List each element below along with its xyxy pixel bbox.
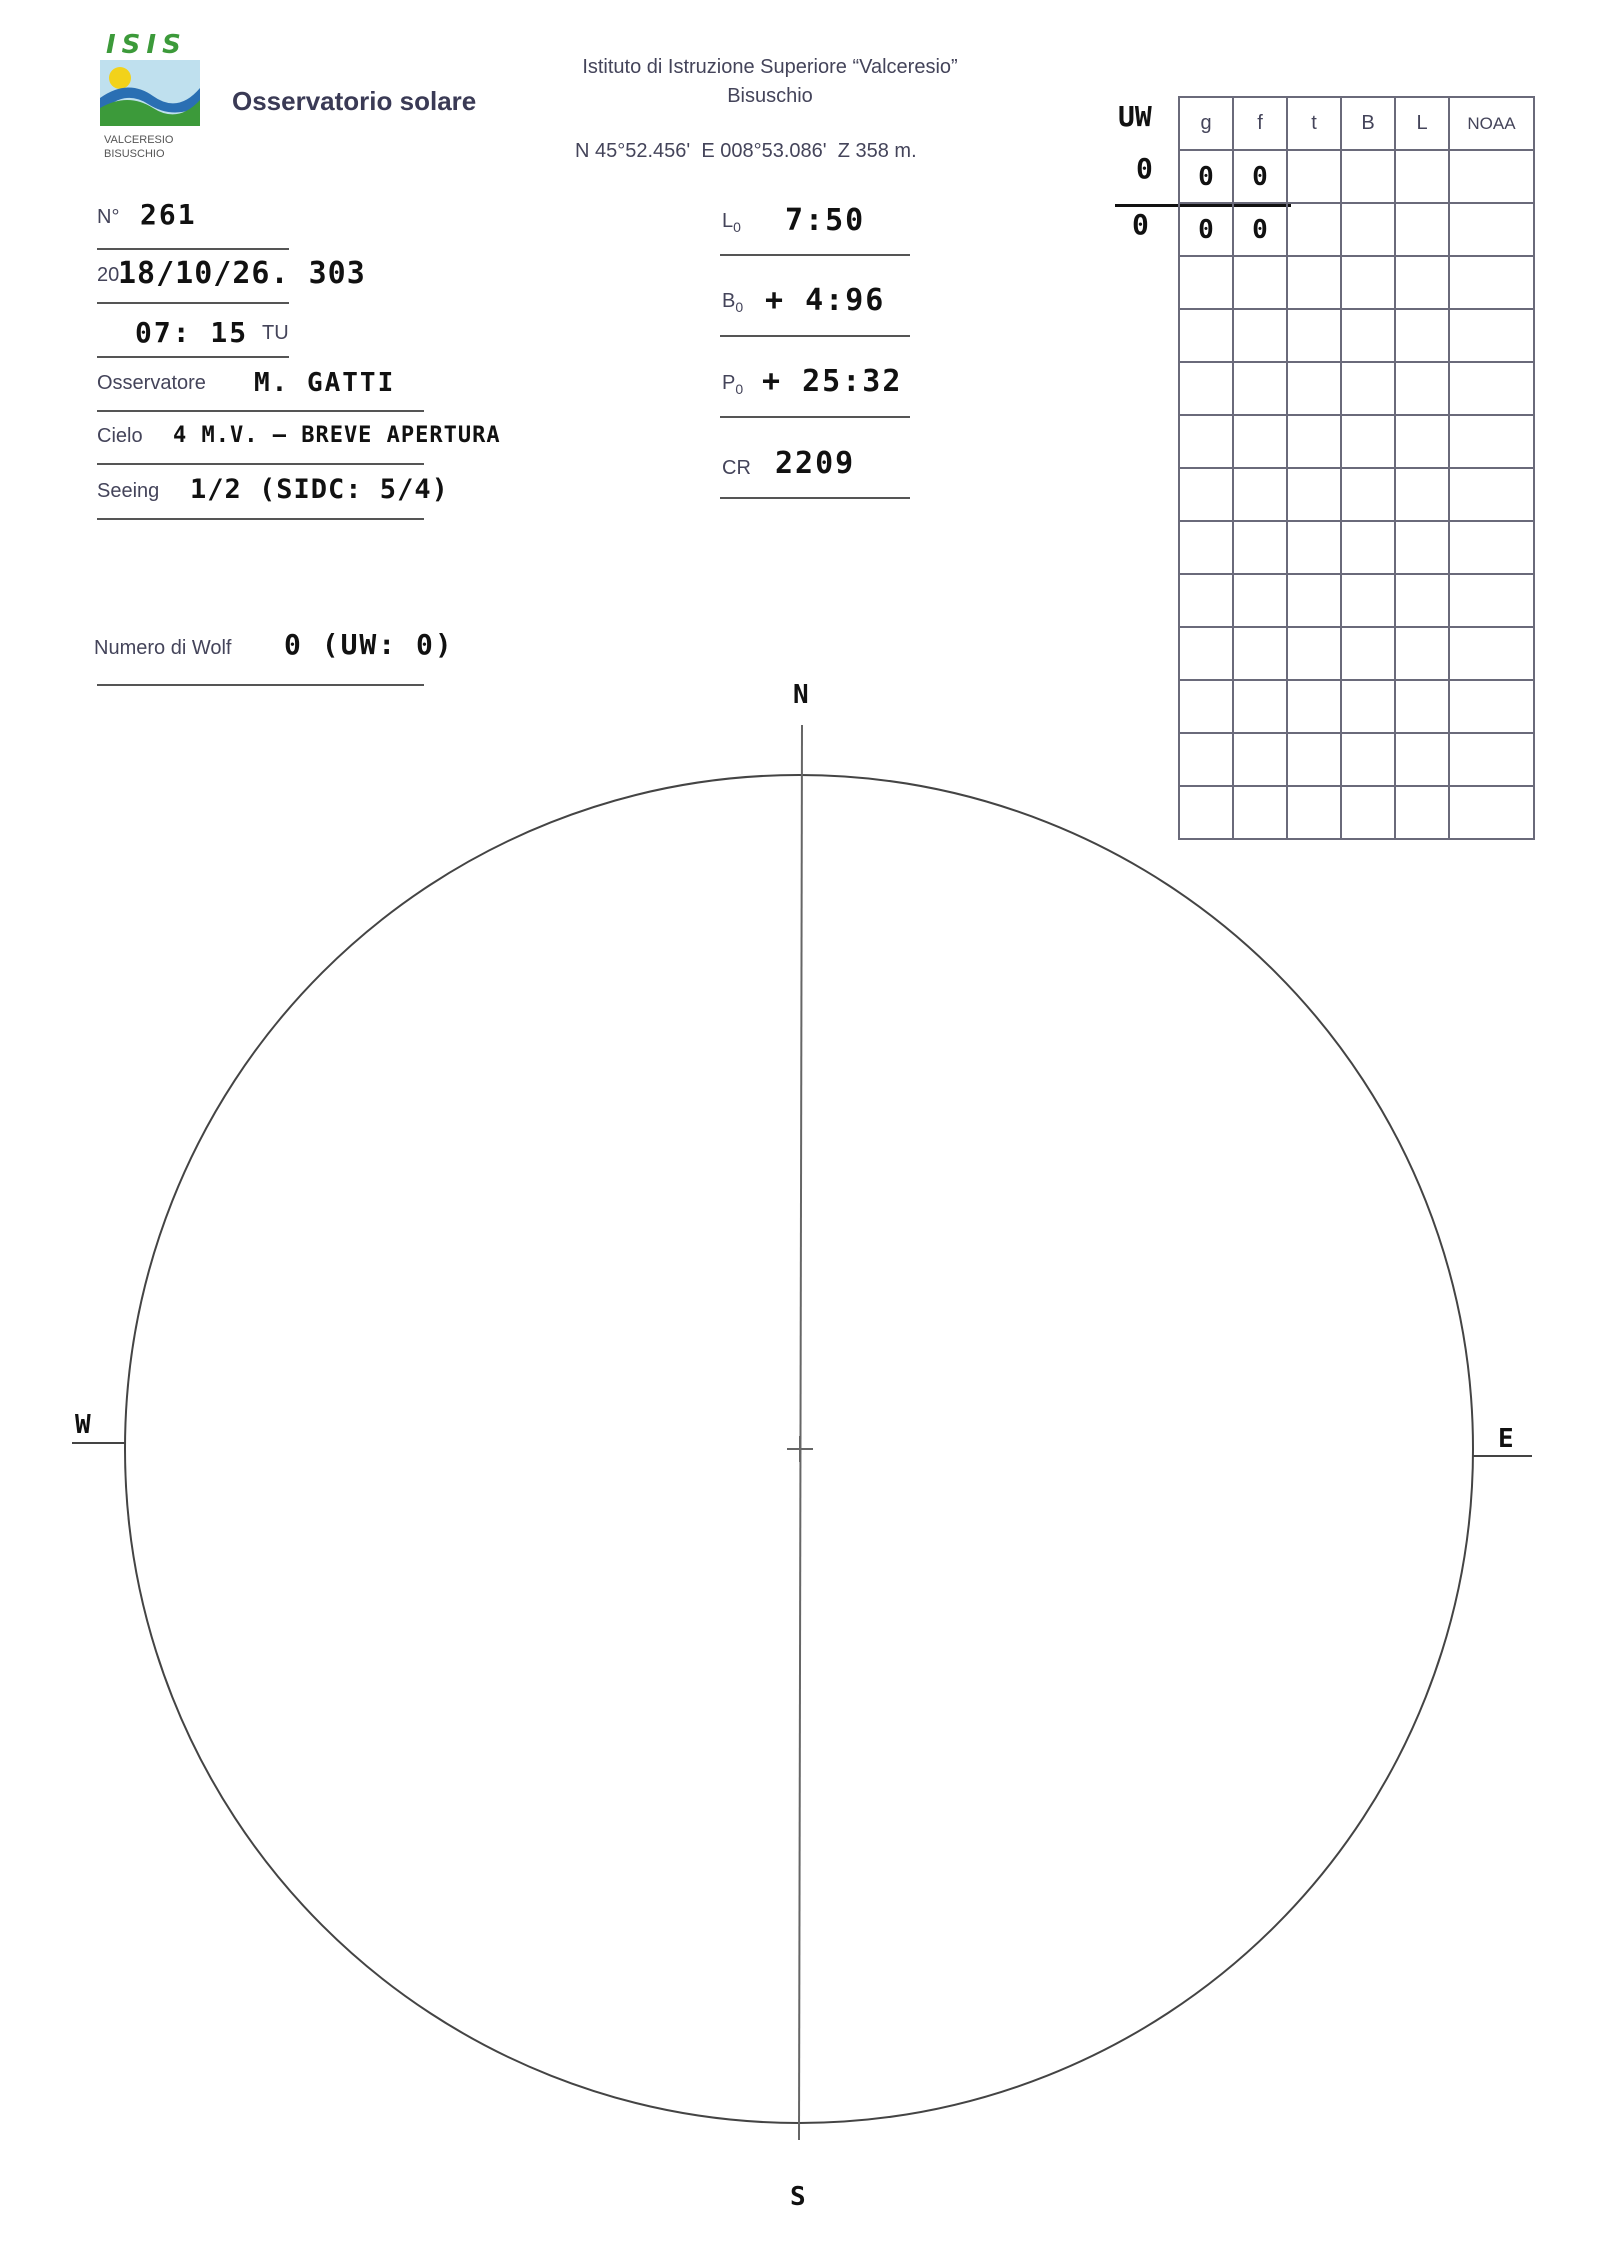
table-header-row xyxy=(1179,97,1534,150)
time-underline xyxy=(97,356,289,358)
cell-f: 0 xyxy=(1233,150,1287,203)
table-row xyxy=(1179,627,1534,680)
sky-label: Cielo xyxy=(97,425,143,447)
wolf-value: 0 (UW: 0) xyxy=(284,628,454,661)
cell-b xyxy=(1341,521,1395,574)
l0-value: 7:50 xyxy=(785,203,866,238)
cell-noaa xyxy=(1449,415,1534,468)
sunspot-group-table xyxy=(1178,96,1535,840)
cell-g xyxy=(1179,521,1233,574)
cell-l xyxy=(1395,574,1449,627)
table-row xyxy=(1179,309,1534,362)
cell-b xyxy=(1341,627,1395,680)
institute-logo xyxy=(98,30,208,165)
logo-emblem-icon xyxy=(98,58,202,130)
p0-subscript: 0 xyxy=(735,381,744,397)
cell-f xyxy=(1233,521,1287,574)
cell-f xyxy=(1233,680,1287,733)
cell-f xyxy=(1233,256,1287,309)
cell-g xyxy=(1179,680,1233,733)
cell-f xyxy=(1233,415,1287,468)
cr-label: CR xyxy=(722,457,751,479)
header-t: t xyxy=(1287,97,1341,150)
cell-l xyxy=(1395,786,1449,839)
uw-header: UW xyxy=(1118,100,1152,133)
cell-g: 0 xyxy=(1179,203,1233,256)
cell-noaa xyxy=(1449,203,1534,256)
p0-letter: P xyxy=(722,372,736,394)
date-underline xyxy=(97,302,289,304)
p0-label xyxy=(722,372,743,397)
observer-value: M. GATTI xyxy=(254,368,396,398)
cell-g xyxy=(1179,309,1233,362)
south-label: S xyxy=(790,2182,808,2212)
cell-b xyxy=(1341,733,1395,786)
cr-underline xyxy=(720,497,910,499)
wolf-underline xyxy=(97,684,424,686)
table-row xyxy=(1179,733,1534,786)
table-row xyxy=(1179,786,1534,839)
cell-g xyxy=(1179,574,1233,627)
l0-subscript: 0 xyxy=(733,219,741,235)
north-label: N xyxy=(793,680,811,710)
cell-noaa xyxy=(1449,521,1534,574)
west-label: W xyxy=(75,1410,93,1440)
observer-underline xyxy=(97,410,424,412)
cell-f xyxy=(1233,733,1287,786)
header-b: B xyxy=(1341,97,1395,150)
cell-noaa xyxy=(1449,256,1534,309)
cell-l xyxy=(1395,680,1449,733)
b0-letter: B xyxy=(722,290,736,312)
east-label: E xyxy=(1498,1424,1516,1454)
sky-underline xyxy=(97,463,424,465)
cell-l xyxy=(1395,415,1449,468)
cell-f xyxy=(1233,468,1287,521)
cell-g xyxy=(1179,786,1233,839)
cell-t xyxy=(1287,627,1341,680)
cell-l xyxy=(1395,521,1449,574)
table-row xyxy=(1179,203,1534,256)
cell-t xyxy=(1287,733,1341,786)
table-row xyxy=(1179,521,1534,574)
b0-underline xyxy=(720,335,910,337)
p0-value: + 25:32 xyxy=(762,364,903,399)
cell-l xyxy=(1395,733,1449,786)
cell-f xyxy=(1233,362,1287,415)
cell-l xyxy=(1395,256,1449,309)
header-g: g xyxy=(1179,97,1233,150)
cell-noaa xyxy=(1449,150,1534,203)
institute-name: Istituto di Istruzione Superiore “Valceresio” xyxy=(582,56,958,78)
cell-noaa xyxy=(1449,574,1534,627)
p0-underline xyxy=(720,416,910,418)
cell-g xyxy=(1179,256,1233,309)
logo-caption-line2: BISUSCHIO xyxy=(104,148,165,160)
cr-value: 2209 xyxy=(775,446,856,481)
cell-b xyxy=(1341,309,1395,362)
time-unit: TU xyxy=(262,322,289,344)
cell-l xyxy=(1395,150,1449,203)
number-label: N° xyxy=(97,206,120,228)
cell-t xyxy=(1287,680,1341,733)
header-noaa: NOAA xyxy=(1449,97,1534,150)
cell-b xyxy=(1341,786,1395,839)
l0-underline xyxy=(720,254,910,256)
time-value: 07: 15 xyxy=(135,316,249,349)
cell-b xyxy=(1341,415,1395,468)
cell-t xyxy=(1287,521,1341,574)
cell-b xyxy=(1341,150,1395,203)
cell-noaa xyxy=(1449,309,1534,362)
cell-b xyxy=(1341,574,1395,627)
cell-t xyxy=(1287,415,1341,468)
cell-noaa xyxy=(1449,362,1534,415)
date-value: 18/10/26. 303 xyxy=(118,256,366,291)
header-l: L xyxy=(1395,97,1449,150)
cell-t xyxy=(1287,574,1341,627)
cell-b xyxy=(1341,468,1395,521)
cell-noaa xyxy=(1449,680,1534,733)
l0-letter: L xyxy=(722,210,734,232)
table-row xyxy=(1179,468,1534,521)
table-row xyxy=(1179,680,1534,733)
cell-l xyxy=(1395,468,1449,521)
cell-t xyxy=(1287,150,1341,203)
b0-subscript: 0 xyxy=(735,299,744,315)
seeing-label: Seeing xyxy=(97,480,160,502)
date-printed-prefix: 20 xyxy=(97,264,120,286)
logo-caption-line1: VALCERESIO xyxy=(104,134,174,146)
cell-l xyxy=(1395,309,1449,362)
cell-noaa xyxy=(1449,786,1534,839)
cell-l xyxy=(1395,627,1449,680)
uw-value-2: 0 xyxy=(1132,208,1149,241)
cell-f xyxy=(1233,574,1287,627)
table-row xyxy=(1179,256,1534,309)
empty-rows xyxy=(1179,256,1534,839)
cell-b xyxy=(1341,680,1395,733)
cell-g xyxy=(1179,733,1233,786)
seeing-underline xyxy=(97,518,424,520)
cell-g: 0 xyxy=(1179,150,1233,203)
cell-noaa xyxy=(1449,627,1534,680)
cell-f xyxy=(1233,786,1287,839)
cell-g xyxy=(1179,362,1233,415)
cell-t xyxy=(1287,786,1341,839)
cell-noaa xyxy=(1449,733,1534,786)
observatory-coordinates: N 45°52.456' E 008°53.086' Z 358 m. xyxy=(575,140,917,162)
table-row xyxy=(1179,574,1534,627)
cell-f: 0 xyxy=(1233,203,1287,256)
table-row xyxy=(1179,150,1534,203)
cell-t xyxy=(1287,468,1341,521)
cell-l xyxy=(1395,362,1449,415)
cell-f xyxy=(1233,309,1287,362)
wolf-label: Numero di Wolf xyxy=(94,637,232,659)
cell-f xyxy=(1233,627,1287,680)
number-underline xyxy=(97,248,289,250)
cell-g xyxy=(1179,415,1233,468)
observer-label: Osservatore xyxy=(97,372,206,394)
b0-label xyxy=(722,290,743,315)
cell-t xyxy=(1287,256,1341,309)
cell-t xyxy=(1287,309,1341,362)
cell-g xyxy=(1179,627,1233,680)
north-south-axis xyxy=(799,725,802,2140)
institute-town: Bisuschio xyxy=(727,85,813,107)
cell-g xyxy=(1179,468,1233,521)
cell-t xyxy=(1287,203,1341,256)
observatory-title: Osservatorio solare xyxy=(232,86,477,116)
cell-b xyxy=(1341,256,1395,309)
cell-t xyxy=(1287,362,1341,415)
l0-label xyxy=(722,210,741,235)
logo-top-text: ISIS xyxy=(106,30,187,60)
uw-value-1: 0 xyxy=(1136,152,1153,185)
cell-b xyxy=(1341,203,1395,256)
number-value: 261 xyxy=(140,198,197,231)
header-f: f xyxy=(1233,97,1287,150)
b0-value: + 4:96 xyxy=(765,283,886,318)
cell-l xyxy=(1395,203,1449,256)
seeing-value: 1/2 (SIDC: 5/4) xyxy=(190,474,449,505)
cell-b xyxy=(1341,362,1395,415)
cell-noaa xyxy=(1449,468,1534,521)
sky-value: 4 M.V. – BREVE APERTURA xyxy=(173,423,501,448)
table-row xyxy=(1179,362,1534,415)
table-row xyxy=(1179,415,1534,468)
solar-disk-circle xyxy=(125,775,1473,2123)
